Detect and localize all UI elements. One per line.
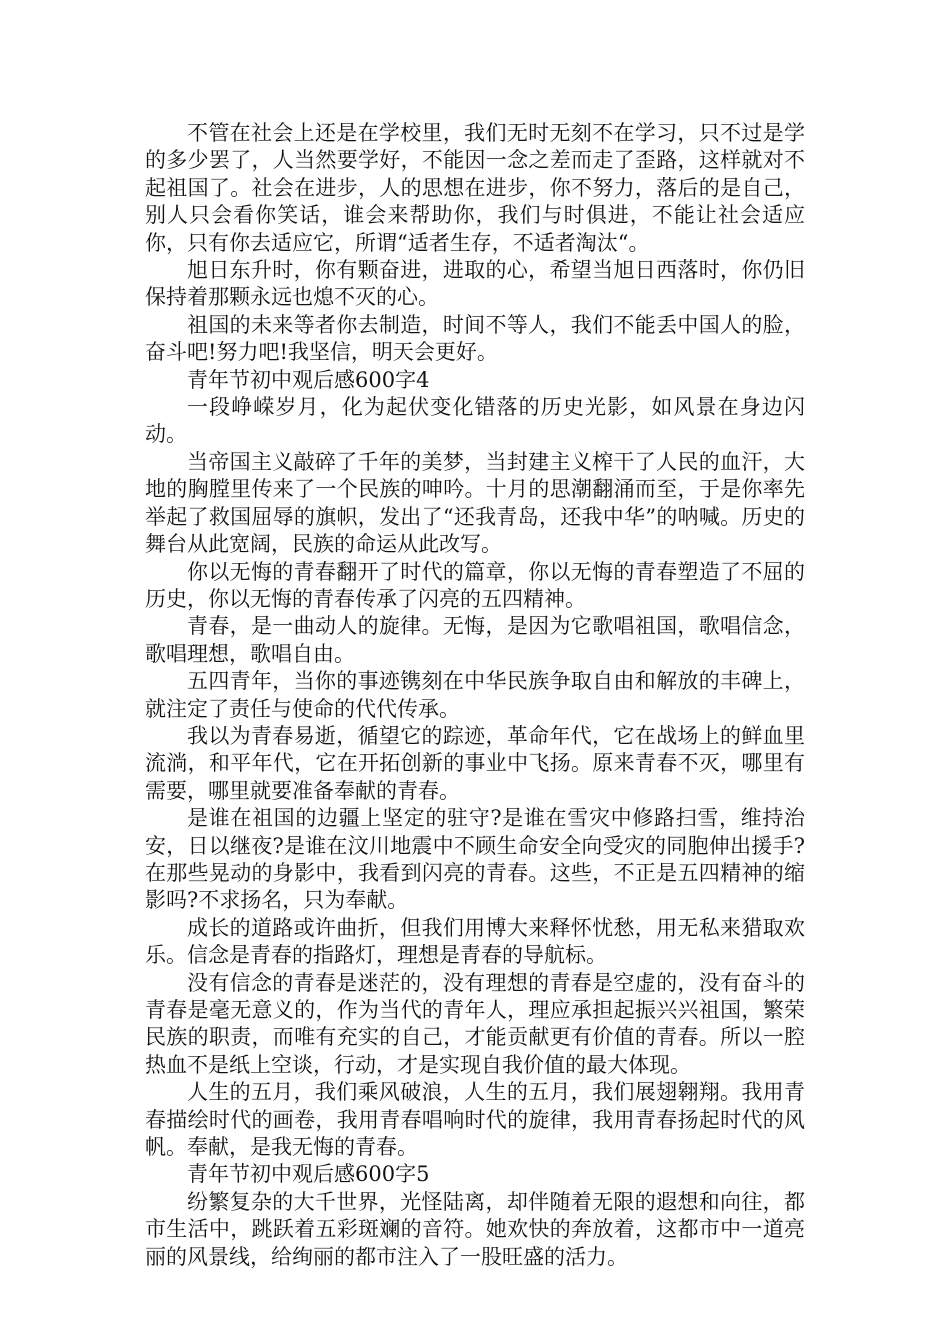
section-heading: 青年节初中观后感600字4 bbox=[187, 367, 430, 392]
paragraph: 青春，是一曲动人的旋律。无悔，是因为它歌唱祖国，歌唱信念，歌唱理想，歌唱自由。 bbox=[145, 614, 805, 666]
paragraph: 一段峥嵘岁月，化为起伏变化错落的历史光影，如风景在身边闪动。 bbox=[145, 395, 805, 447]
section-heading: 青年节初中观后感600字5 bbox=[187, 1162, 430, 1187]
paragraph: 不管在社会上还是在学校里，我们无时无刻不在学习，只不过是学的多少罢了，人当然要学好，不能因一念之差而走了歪路，这样就对不起祖国了。社会在进步，人的思想在进步，你不努力，落后的是自己，别人只会看你笑话，谁会来帮助你，我们与时俱进，不能让社会适应你，只有你去适应它，所谓“适者生存，不适者淘汰“。 bbox=[145, 121, 805, 255]
document-page bbox=[145, 120, 805, 1271]
paragraph: 是谁在祖国的边疆上坚定的驻守?是谁在雪灾中修路扫雪，维持治安，日以继夜?是谁在汶川地震中不顾生命安全向受灾的同胞伸出援手?在那些晃动的身影中，我看到闪亮的青春。这些，不正是五四精神的缩影吗?不求扬名，只为奉献。 bbox=[145, 806, 805, 913]
paragraph: 祖国的未来等者你去制造，时间不等人，我们不能丢中国人的脸，奋斗吧!努力吧!我坚信，明天会更好。 bbox=[145, 312, 805, 365]
paragraph: 五四青年，当你的事迹镌刻在中华民族争取自由和解放的丰碑上，就注定了责任与使命的代代传承。 bbox=[145, 669, 805, 721]
paragraph: 你以无悔的青春翻开了时代的篇章，你以无悔的青春塑造了不屈的历史，你以无悔的青春传承了闪亮的五四精神。 bbox=[145, 559, 805, 611]
paragraph: 当帝国主义敲碎了千年的美梦，当封建主义榨干了人民的血汗，大地的胸膛里传来了一个民族的呻吟。十月的思潮翻涌而至，于是你率先举起了救国屈辱的旗帜，发出了“还我青岛，还我中华”的呐喊。历史的舞台从此宽阔，民族的命运从此改写。 bbox=[145, 449, 805, 557]
paragraph: 纷繁复杂的大千世界，光怪陆离，却伴随着无限的遐想和向往，都市生活中，跳跃着五彩斑斓的音符。她欢快的奔放着，这都市中一道亮丽的风景线，给绚丽的都市注入了一股旺盛的活力。 bbox=[145, 1189, 805, 1269]
paragraph: 没有信念的青春是迷茫的，没有理想的青春是空虚的，没有奋斗的青春是毫无意义的，作为当代的青年人，理应承担起振兴兴祖国，繁荣民族的职责，而唯有充实的自己，才能贡献更有价值的青春。所以一腔热血不是纸上空谈，行动，才是实现自我价值的最大体现。 bbox=[145, 970, 805, 1077]
paragraph: 旭日东升时，你有颗奋进，进取的心，希望当旭日西落时，你仍旧保持着那颗永远也熄不灭的心。 bbox=[145, 258, 805, 310]
paragraph: 我以为青春易逝，循望它的踪迹，革命年代，它在战场上的鲜血里流淌，和平年代，它在开拓创新的事业中飞扬。原来青春不灭，哪里有需要，哪里就要准备奉献的青春。 bbox=[145, 723, 805, 803]
paragraph: 人生的五月，我们乘风破浪，人生的五月，我们展翅翱翔。我用青春描绘时代的画卷，我用青春唱响时代的旋律，我用青春扬起时代的风帆。奉献，是我无悔的青春。 bbox=[145, 1080, 805, 1160]
paragraph: 成长的道路或许曲折，但我们用博大来释怀忧愁，用无私来猎取欢乐。信念是青春的指路灯，理想是青春的导航标。 bbox=[145, 915, 805, 968]
